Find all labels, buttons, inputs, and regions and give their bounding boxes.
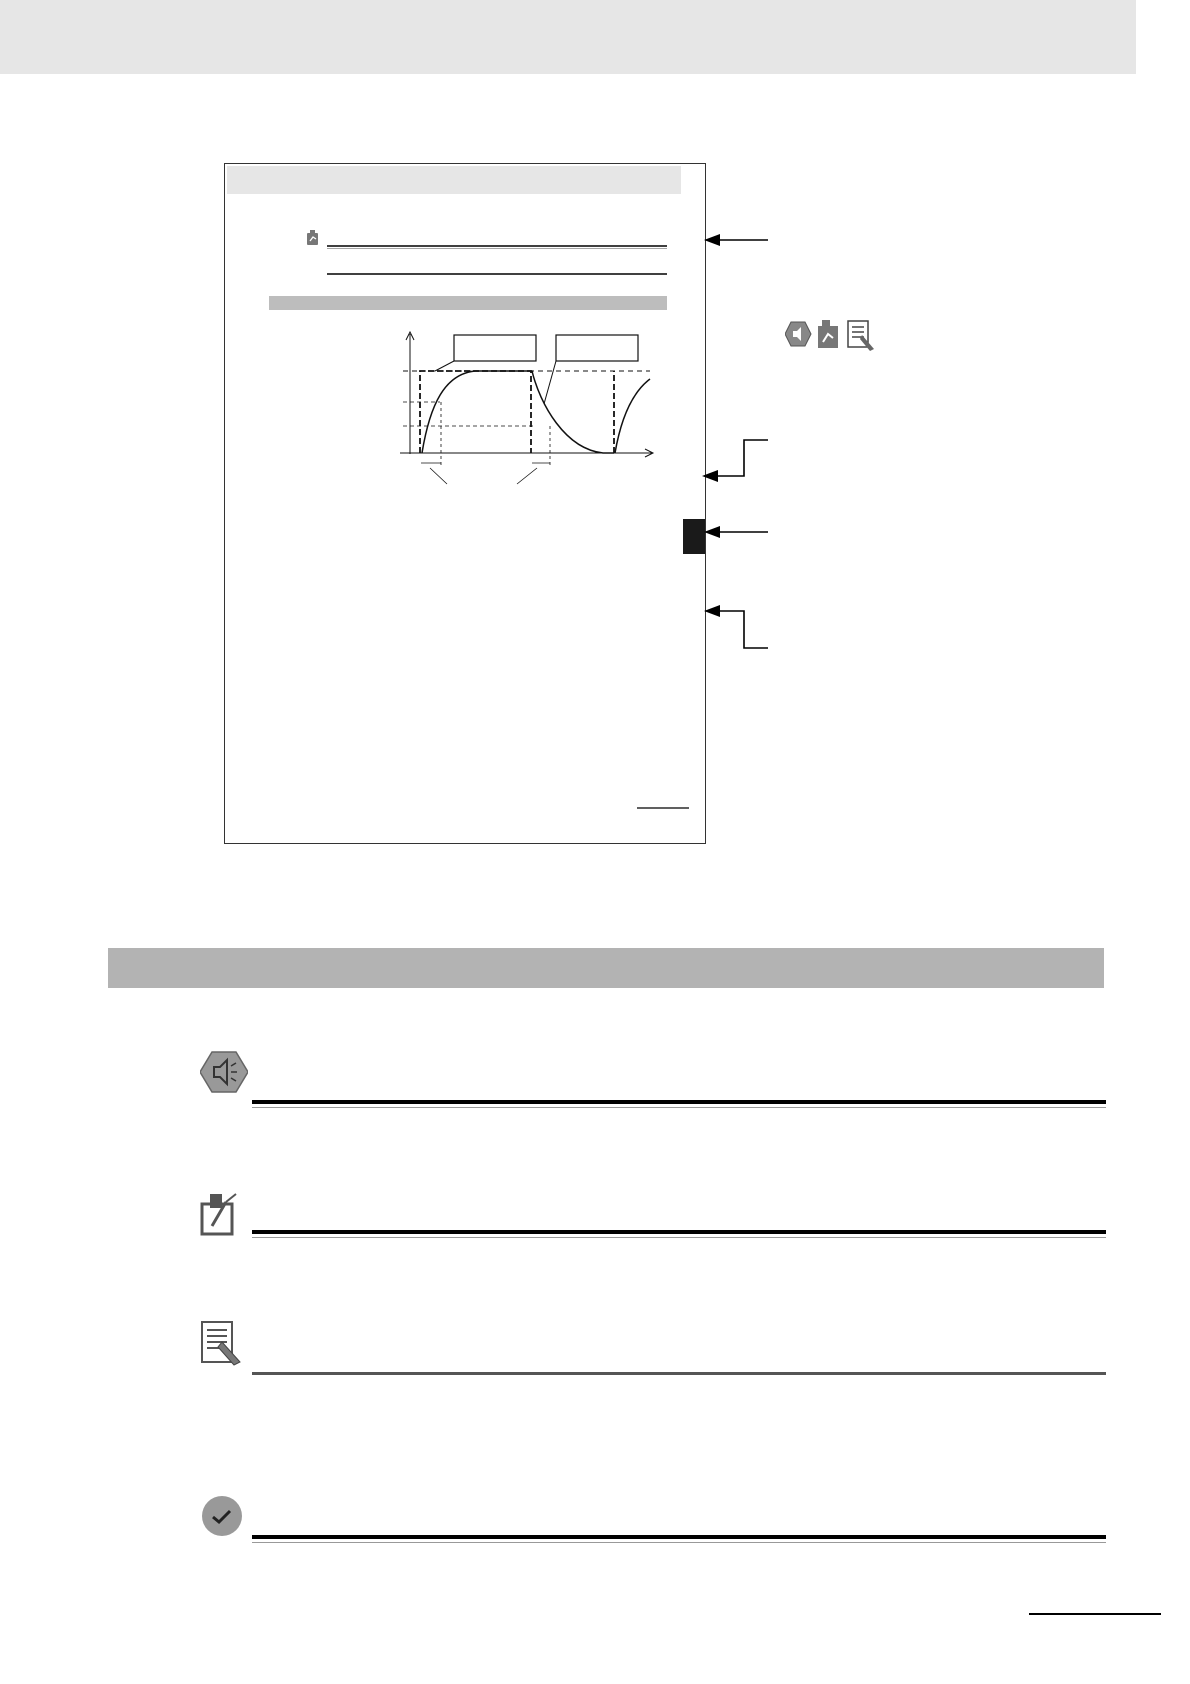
sample-precaution-icon (307, 230, 318, 245)
sample-subheading-bar (269, 296, 667, 310)
arrow-head-lower (704, 605, 720, 617)
version-rule-thick (252, 1535, 1106, 1539)
precautions-icon (200, 1192, 240, 1236)
version-rule-thin (252, 1542, 1106, 1543)
arrow-head-right-edge (702, 470, 718, 482)
warning-speaker-icon (200, 1050, 248, 1094)
section-heading-band (108, 948, 1104, 988)
sample-header-strip (227, 166, 681, 194)
version-checkmark-icon (200, 1494, 244, 1538)
callout-arrows (690, 220, 790, 660)
arrow-head-title (704, 234, 720, 246)
footer-page-number-rule (1029, 1613, 1161, 1615)
page-header-band (0, 0, 1136, 74)
sample-page-illustration (224, 163, 706, 844)
precautions-rule-thin (252, 1237, 1106, 1238)
legend-precaution-icon (818, 320, 838, 348)
arrow-head-thumb-tab (704, 526, 720, 538)
warning-rule-thin (252, 1107, 1106, 1108)
sample-page-drawing (225, 164, 705, 843)
sample-waveform-figure (400, 332, 653, 484)
legend-warning-icon (785, 322, 811, 346)
icon-legend (785, 318, 880, 352)
warning-rule-thick (252, 1100, 1106, 1104)
precautions-rule-thick (252, 1230, 1106, 1234)
legend-info-icon (848, 321, 874, 351)
additional-information-icon (200, 1320, 246, 1366)
additional-info-rule (252, 1372, 1106, 1375)
